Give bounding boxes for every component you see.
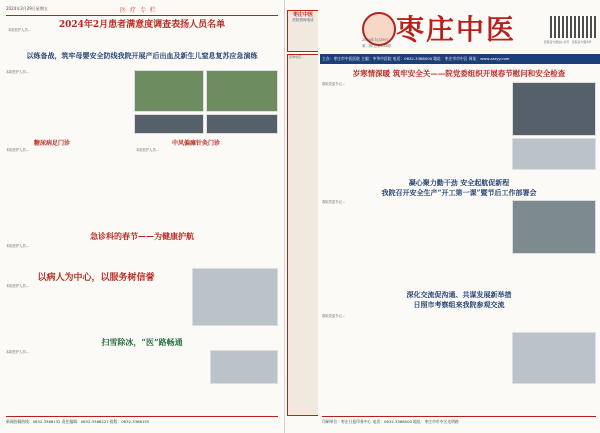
headline-safety-a: 凝心聚力勤干劲 安全起航促新程 bbox=[408, 178, 510, 187]
spring-visit-photo-2 bbox=[512, 138, 596, 170]
left-page bbox=[0, 0, 284, 433]
strip-title: 枣庄中医 bbox=[292, 12, 313, 18]
spring-visit-text: 我院党委书记… bbox=[322, 82, 346, 86]
header-rule bbox=[6, 15, 278, 16]
headline-exchange-b: 日照市考察组来我院参观交流 bbox=[413, 300, 505, 309]
strip-contacts bbox=[287, 54, 319, 416]
headline-drill: 以练备战，筑牢母婴安全防线我院开展产后出血及新生儿窒息复苏应急演练 bbox=[26, 51, 258, 60]
qr-code-icon-2 bbox=[574, 16, 596, 38]
safety-text: 我院党委书记… bbox=[322, 200, 346, 204]
issue-number: 第二期 总第152期 bbox=[362, 44, 391, 48]
qr-code-icon-1 bbox=[550, 16, 572, 38]
patient-centered-text: 本院医护人员… bbox=[6, 284, 30, 288]
issue-date: 2024年3月29日 bbox=[362, 38, 389, 42]
strip-title-box bbox=[287, 10, 319, 52]
drill-photo-3 bbox=[134, 114, 204, 134]
left-header-date: 2024年3月29日星期五 bbox=[6, 6, 48, 11]
patient-centered-photo bbox=[192, 268, 278, 326]
exchange-photo bbox=[512, 332, 596, 384]
qr-label-2: 医院官方服务号 bbox=[572, 40, 592, 44]
spring-visit-photo-1 bbox=[512, 82, 596, 136]
safety-photo bbox=[512, 200, 596, 254]
drill-photo-4 bbox=[206, 114, 278, 134]
left-footer: 新闻投稿热线：0632-3368132 责任编辑：0632-3368227 排版：0632-3368155 bbox=[6, 416, 278, 429]
headline-patient-centered: 以病人为中心，以服务树信誉 bbox=[37, 273, 155, 283]
headline-spring-visit: 岁寒情深暖 筑牢安全关——院党委组织开展春节慰问和安全检查 bbox=[352, 69, 566, 78]
headline-snow-clearing: 扫雪除冰，“医”路畅通 bbox=[101, 337, 183, 347]
acupuncture-text: 本院医护人员… bbox=[136, 148, 160, 152]
masthead-title: 枣庄中医 bbox=[396, 13, 517, 46]
snow-photo bbox=[210, 350, 278, 384]
exchange-text: 我院党委书记… bbox=[322, 314, 346, 318]
right-footer: 印刷单位：枣庄日报印务中心 电话：0632-3368000 地址：枣庄市市中区光明路 bbox=[322, 416, 596, 429]
center-strip bbox=[284, 0, 320, 433]
headline-er-spring: 急诊科的春节——为健康护航 bbox=[90, 231, 194, 241]
box-title-acupuncture: 中风偏瘫针灸门诊 bbox=[172, 140, 221, 147]
snow-clearing-text: 本院医护人员… bbox=[6, 350, 30, 354]
right-page bbox=[318, 0, 600, 433]
headline-exchange-a: 深化交流促沟通、共谋发展新举措 bbox=[406, 290, 512, 299]
strip-subtitle: 医院咨询电话 bbox=[292, 18, 314, 22]
er-spring-text: 本院医护人员… bbox=[6, 244, 30, 248]
info-bar: 主办：枣庄市中医医院 主编：中华中医院 电话：0632-3368000 地址：枣庄市市中区 网址：www.zzzyy.com bbox=[320, 54, 600, 64]
headline-praise-list: 2024年2月患者满意度调查表扬人员名单 bbox=[58, 20, 226, 30]
drill-article-text: 本院医护人员… bbox=[6, 70, 30, 74]
drill-photo-2 bbox=[206, 70, 278, 112]
section-label: 医 疗 专 栏 bbox=[120, 7, 157, 14]
headline-safety-b: 我院召开安全生产“开工第一课”暨节后工作部署会 bbox=[381, 188, 537, 197]
strip-contact-text: 咨询电话… bbox=[289, 55, 305, 59]
qr-label-1: 医院官方微信公众号 bbox=[544, 40, 570, 44]
diabetic-foot-text: 本院医护人员… bbox=[6, 148, 30, 152]
praise-list-table: 本院医护人员… bbox=[8, 28, 32, 32]
drill-photo-1 bbox=[134, 70, 204, 112]
box-title-diabetic-foot: 糖尿病足门诊 bbox=[34, 140, 71, 147]
